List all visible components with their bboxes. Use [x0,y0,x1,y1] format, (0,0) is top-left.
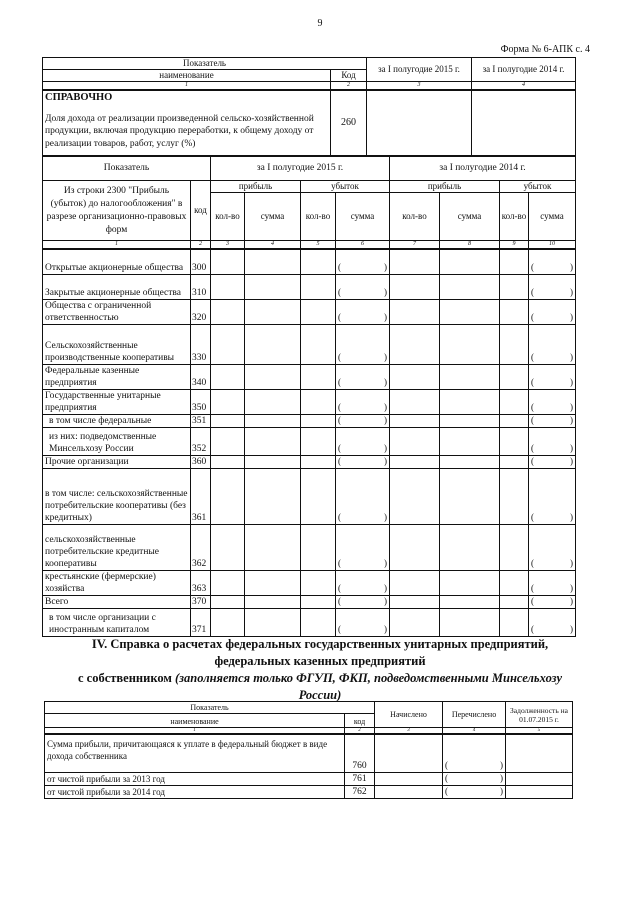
table-row [43,249,576,274]
close-paren: ) [500,772,504,783]
value-cell[interactable] [245,249,301,274]
value-cell[interactable] [440,468,500,524]
value-cell[interactable] [440,595,500,608]
row-header: Из строки 2300 "Прибыль (убыток) до налогообложения" в разрезе организационно-правовых форм [43,181,191,241]
value-cell[interactable] [500,455,529,468]
close-paren: ) [570,557,573,568]
open-paren: ( [338,582,341,593]
open-paren: ( [338,286,341,297]
income-share-label: Доля дохода от реализации произведенной сельско-хозяйственной продукции, включая продукцию переработки, к общему доходу от реализации товаров, работ, услуг (%) [45,113,314,149]
row-label: Закрытые акционерные общества [43,274,191,299]
value-cell[interactable] [301,427,336,455]
close-paren: ) [570,511,573,522]
period-2014-header: за I полугодие 2014 г. [390,156,576,181]
col-number: 4 [472,82,576,91]
code-header: Код [331,70,367,82]
table-row [45,734,573,772]
transferred-cell[interactable] [443,785,506,798]
table-row [43,595,576,608]
open-paren: ( [338,311,341,322]
charged-cell[interactable] [375,785,443,798]
col-number: 7 [390,241,440,250]
value-cell[interactable] [211,608,245,636]
col-number: 6 [336,241,390,250]
table-row [43,468,576,524]
value-cell[interactable] [500,324,529,364]
value-cell[interactable] [440,324,500,364]
open-paren: ( [445,759,449,770]
value-cell[interactable] [500,364,529,389]
row-label: Открытые акционерные общества [43,249,191,274]
value-cell[interactable] [301,389,336,414]
row-code: 350 [191,389,211,414]
value-cell[interactable] [211,414,245,427]
loss-sum-cell[interactable] [529,468,576,524]
value-cell[interactable] [211,364,245,389]
close-paren: ) [570,442,573,453]
section-iv-title-line1: IV. Справка о расчетах федеральных государственных унитарных предприятий, [91,637,549,651]
row-code: 760 [345,734,375,772]
open-paren: ( [531,595,534,606]
row-label: сельскохозяйственные потребительские кредитные кооперативы [43,524,191,570]
close-paren: ) [384,286,387,297]
sum-header: сумма [529,193,576,241]
value-cell[interactable] [301,299,336,324]
open-paren: ( [338,442,341,453]
value-cell[interactable] [440,524,500,570]
loss-sum-cell[interactable] [529,414,576,427]
table-row [43,455,576,468]
table-row [45,772,573,785]
row-code: 360 [191,455,211,468]
section-iv-title-line3 [40,670,600,687]
close-paren: ) [384,557,387,568]
row-label: Государственные унитарные предприятия [43,389,191,414]
table-row [43,274,576,299]
loss-sum-cell[interactable] [336,468,390,524]
open-paren: ( [338,351,341,362]
value-cell[interactable] [500,468,529,524]
debt-cell[interactable] [506,772,573,785]
value-cell[interactable] [440,570,500,595]
row-label: в том числе федеральные [43,414,191,427]
open-paren: ( [338,595,341,606]
value-cell[interactable] [211,274,245,299]
value-cell[interactable] [390,595,440,608]
open-paren: ( [338,455,341,466]
value-cell[interactable] [500,524,529,570]
open-paren: ( [338,376,341,387]
value-cell[interactable] [500,427,529,455]
indicator-header: Показатель [45,702,375,714]
row-code: 330 [191,324,211,364]
open-paren: ( [531,442,534,453]
value-cell[interactable] [440,274,500,299]
loss-sum-cell[interactable] [336,524,390,570]
close-paren: ) [570,351,573,362]
value-cell[interactable] [440,427,500,455]
row-code: 320 [191,299,211,324]
value-cell[interactable] [500,570,529,595]
value-cell[interactable] [390,524,440,570]
value-cell[interactable] [472,90,576,156]
open-paren: ( [531,623,534,634]
name-header: наименование [45,714,345,728]
loss-sum-cell[interactable] [336,595,390,608]
col-number: 5 [301,241,336,250]
value-cell[interactable] [211,427,245,455]
col-number: 1 [43,241,191,250]
row-label: от чистой прибыли за 2013 год [45,772,345,785]
col-number: 1 [43,82,331,91]
profit-header: прибыль [390,181,500,193]
col-number: 2 [331,82,367,91]
period-2015-header: за I полугодие 2015 г. [211,156,390,181]
period-2014-header: за I полугодие 2014 г. [472,58,576,82]
value-cell[interactable] [245,389,301,414]
loss-sum-cell[interactable] [529,299,576,324]
qty-header: кол-во [500,193,529,241]
charged-cell[interactable] [375,772,443,785]
loss-sum-cell[interactable] [336,427,390,455]
value-cell[interactable] [500,595,529,608]
value-cell[interactable] [211,389,245,414]
value-cell[interactable] [245,595,301,608]
value-cell[interactable] [245,570,301,595]
row-code: 361 [191,468,211,524]
table-row [43,524,576,570]
col-number: 3 [367,82,472,91]
close-paren: ) [570,455,573,466]
value-cell[interactable] [500,299,529,324]
value-cell[interactable] [211,249,245,274]
value-cell[interactable] [390,364,440,389]
value-cell[interactable] [301,455,336,468]
close-paren: ) [384,623,387,634]
loss-sum-cell[interactable] [336,570,390,595]
code-header: код [345,714,375,728]
value-cell[interactable] [245,608,301,636]
value-cell[interactable] [440,608,500,636]
open-paren: ( [338,557,341,568]
value-cell[interactable] [211,299,245,324]
row-code: 762 [345,785,375,798]
open-paren: ( [338,511,341,522]
open-paren: ( [531,351,534,362]
value-cell[interactable] [301,570,336,595]
loss-sum-cell[interactable] [529,249,576,274]
col-number: 3 [211,241,245,250]
loss-header: убыток [500,181,576,193]
row-code: 260 [331,90,367,156]
table-row [43,570,576,595]
value-cell[interactable] [500,274,529,299]
value-cell[interactable] [390,299,440,324]
loss-sum-cell[interactable] [529,274,576,299]
open-paren: ( [531,511,534,522]
table-row [43,427,576,455]
value-cell[interactable] [211,468,245,524]
owner-settlements-table [44,701,573,799]
value-cell[interactable] [301,608,336,636]
value-cell[interactable] [245,274,301,299]
row-code: 340 [191,364,211,389]
loss-sum-cell[interactable] [336,455,390,468]
open-paren: ( [531,401,534,412]
value-cell[interactable] [500,608,529,636]
value-cell[interactable] [390,249,440,274]
value-cell[interactable] [301,414,336,427]
form-reference: Форма № 6-АПК с. 4 [500,44,590,55]
open-paren: ( [338,261,341,272]
table-row [43,414,576,427]
value-cell[interactable] [245,364,301,389]
value-cell[interactable] [390,414,440,427]
col-number: 2 [345,728,375,735]
value-cell[interactable] [301,468,336,524]
section-iv-title-line2: федеральных казенных предприятий [214,654,426,668]
value-cell[interactable] [500,249,529,274]
value-cell[interactable] [245,455,301,468]
value-cell[interactable] [390,608,440,636]
code-header: код [191,181,211,241]
loss-sum-cell[interactable] [529,595,576,608]
row-label: Федеральные казенные предприятия [43,364,191,389]
close-paren: ) [570,376,573,387]
close-paren: ) [500,759,504,770]
loss-sum-cell[interactable] [529,324,576,364]
close-paren: ) [384,376,387,387]
debt-cell[interactable] [506,734,573,772]
close-paren: ) [384,582,387,593]
loss-sum-cell[interactable] [529,570,576,595]
close-paren: ) [384,351,387,362]
col-number: 5 [506,728,573,735]
loss-sum-cell[interactable] [336,324,390,364]
value-cell[interactable] [390,468,440,524]
col-number: 2 [191,241,211,250]
col-number: 8 [440,241,500,250]
open-paren: ( [531,286,534,297]
loss-sum-cell[interactable] [336,608,390,636]
loss-sum-cell[interactable] [336,364,390,389]
open-paren: ( [338,401,341,412]
qty-header: кол-во [301,193,336,241]
row-label: Сельскохозяйственные производственные кооперативы [43,324,191,364]
spravochno-heading: СПРАВОЧНО [45,92,113,103]
value-cell[interactable] [301,595,336,608]
value-cell[interactable] [301,364,336,389]
profit-loss-by-legal-form-table [42,155,576,637]
close-paren: ) [570,261,573,272]
close-paren: ) [570,414,573,425]
col-number: 9 [500,241,529,250]
loss-header: убыток [301,181,390,193]
row-code: 761 [345,772,375,785]
open-paren: ( [531,376,534,387]
open-paren: ( [531,557,534,568]
value-cell[interactable] [301,324,336,364]
value-cell[interactable] [211,455,245,468]
sum-header: сумма [440,193,500,241]
value-cell[interactable] [440,364,500,389]
open-paren: ( [338,414,341,425]
open-paren: ( [445,772,449,783]
col-number: 4 [443,728,506,735]
value-cell[interactable] [211,324,245,364]
loss-sum-cell[interactable] [529,427,576,455]
table-row [43,364,576,389]
close-paren: ) [384,511,387,522]
close-paren: ) [384,261,387,272]
profit-header: прибыль [211,181,301,193]
value-cell[interactable] [245,299,301,324]
row-code: 363 [191,570,211,595]
loss-sum-cell[interactable] [336,299,390,324]
value-cell[interactable] [440,455,500,468]
open-paren: ( [531,582,534,593]
close-paren: ) [570,595,573,606]
reference-table [42,57,576,157]
row-label: от чистой прибыли за 2014 год [45,785,345,798]
period-2015-header: за I полугодие 2015 г. [367,58,472,82]
value-cell[interactable] [245,414,301,427]
table-row [43,299,576,324]
value-cell[interactable] [245,427,301,455]
value-cell[interactable] [301,274,336,299]
value-cell[interactable] [245,468,301,524]
loss-sum-cell[interactable] [336,414,390,427]
row-code: 371 [191,608,211,636]
close-paren: ) [384,401,387,412]
loss-sum-cell[interactable] [336,274,390,299]
value-cell[interactable] [500,389,529,414]
loss-sum-cell[interactable] [529,608,576,636]
loss-sum-cell[interactable] [529,524,576,570]
close-paren: ) [384,455,387,466]
loss-sum-cell[interactable] [336,389,390,414]
value-cell[interactable] [440,389,500,414]
row-code: 351 [191,414,211,427]
close-paren: ) [384,595,387,606]
section-iv-note-end: России) [298,688,342,702]
value-cell[interactable] [211,595,245,608]
col-number: 1 [45,728,345,735]
table-row [43,608,576,636]
value-cell[interactable] [390,324,440,364]
open-paren: ( [531,455,534,466]
table-row [43,324,576,364]
row-label: Всего [43,595,191,608]
value-cell[interactable] [301,524,336,570]
value-cell[interactable] [390,274,440,299]
close-paren: ) [570,311,573,322]
sum-header: сумма [336,193,390,241]
close-paren: ) [570,401,573,412]
transferred-cell[interactable] [443,734,506,772]
value-cell[interactable] [390,455,440,468]
row-code: 300 [191,249,211,274]
transferred-cell[interactable] [443,772,506,785]
row-code: 310 [191,274,211,299]
loss-sum-cell[interactable] [529,364,576,389]
indicator-header: Показатель [43,156,211,181]
value-cell[interactable] [440,299,500,324]
indicator-header: Показатель [43,58,367,70]
close-paren: ) [384,442,387,453]
row-label: Прочие организации [43,455,191,468]
row-label: в том числе: сельскохозяйственные потребительские кооперативы (без кредитных) [43,468,191,524]
close-paren: ) [570,582,573,593]
value-cell[interactable] [500,414,529,427]
value-cell[interactable] [367,90,472,156]
row-label: крестьянские (фермерские) хозяйства [43,570,191,595]
table-row [43,389,576,414]
row-label: в том числе организации с иностранным капиталом [43,608,191,636]
charged-cell[interactable] [375,734,443,772]
page-number: 9 [317,18,323,29]
row-label: Сумма прибыли, причитающаяся к уплате в федеральный бюджет в виде дохода собственника [45,734,345,772]
col-number: 3 [375,728,443,735]
open-paren: ( [445,785,449,796]
row-code: 352 [191,427,211,455]
close-paren: ) [384,414,387,425]
col-number: 4 [245,241,301,250]
row-code: 362 [191,524,211,570]
loss-sum-cell[interactable] [529,389,576,414]
value-cell[interactable] [211,524,245,570]
col-number: 10 [529,241,576,250]
debt-cell[interactable] [506,785,573,798]
value-cell[interactable] [390,570,440,595]
close-paren: ) [570,623,573,634]
debt-header: Задолженность на 01.07.2015 г. [506,702,573,728]
value-cell[interactable] [301,249,336,274]
row-code: 370 [191,595,211,608]
transferred-header: Перечислено [443,702,506,728]
section-iv-title-owner: с собственником [78,671,172,685]
value-cell[interactable] [245,524,301,570]
value-cell[interactable] [245,324,301,364]
open-paren: ( [531,261,534,272]
row-label: из них: подведомственные Минсельхозу России [43,427,191,455]
value-cell[interactable] [440,414,500,427]
open-paren: ( [531,414,534,425]
close-paren: ) [570,286,573,297]
value-cell[interactable] [390,427,440,455]
close-paren: ) [500,785,504,796]
value-cell[interactable] [440,249,500,274]
open-paren: ( [338,623,341,634]
value-cell[interactable] [390,389,440,414]
section-iv-note: (заполняется только ФГУП, ФКП, подведомственными Минсельхозу [175,671,562,685]
close-paren: ) [384,311,387,322]
name-header: наименование [43,70,331,82]
open-paren: ( [531,311,534,322]
value-cell[interactable] [211,570,245,595]
qty-header: кол-во [211,193,245,241]
charged-header: Начислено [375,702,443,728]
loss-sum-cell[interactable] [529,455,576,468]
table-row [45,785,573,798]
qty-header: кол-во [390,193,440,241]
loss-sum-cell[interactable] [336,249,390,274]
sum-header: сумма [245,193,301,241]
row-label: Общества с ограниченной ответственностью [43,299,191,324]
